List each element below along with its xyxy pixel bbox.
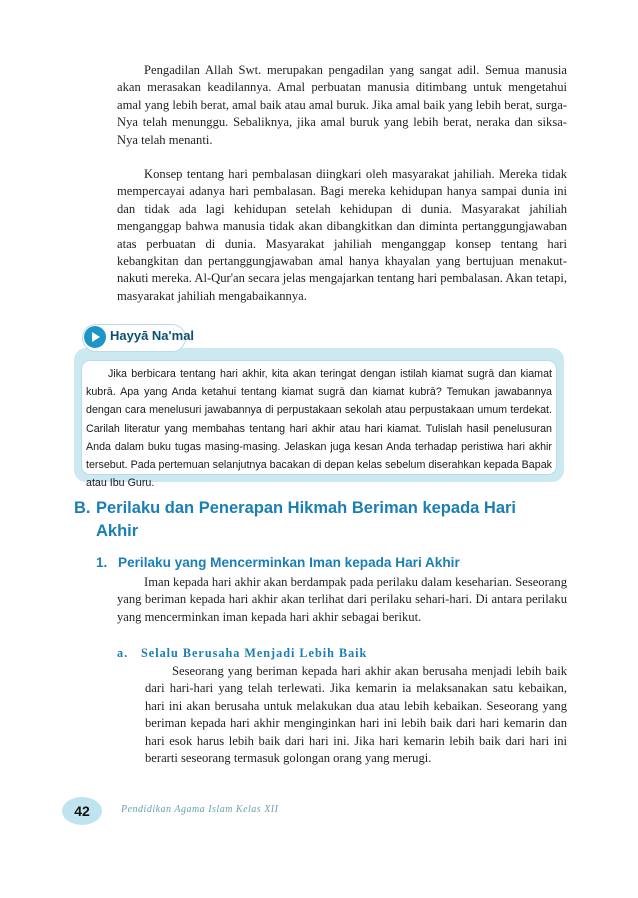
paragraph-hari-pembalasan: Konsep tentang hari pembalasan diingkari oleh masyarakat jahiliah. Mereka tidak mempercayai adanya hari pembalasan. Bagi mereka kehidupan hanya sampai dunia ini dan tidak ada lagi kehidupan setelah kehidupan di dunia. Masyarakat jahiliah menganggap bahwa manusia tidak akan dibangkitkan dan diminta pertanggungjawaban atas perbuatan di dunia. Masyarakat jahiliah menganggap konsep tentang hari kebangkitan dan pertanggungjawaban amal hanya khayalan yang bertujuan menakut-nakuti mereka. Al-Qur'an secara jelas mengajarkan tentang hari pembalasan. Akan tetapi, masyarakat jahiliah mengabaikannya. [117, 167, 567, 303]
page-number: 42 [62, 797, 102, 825]
paragraph-lebih-baik: Seseorang yang beriman kepada hari akhir akan berusaha menjadi lebih baik dari hari-hari yang telah terlewati. Jika kemarin ia melaksanakan satu kebaikan, hari ini akan berusaha untuk melakukan dua atau lebih kebaikan. Seseorang yang beriman kepada hari akhir menginginkan hari ini lebih baik dari hari kemarin dan hari esok harus lebih baik dari hari ini. Jika hari kemarin lebih baik dari hari ini berarti seseorang termasuk golongan orang yang merugi. [145, 664, 567, 766]
subsection-1-title: Perilaku yang Mencerminkan Iman kepada Hari Akhir [118, 555, 460, 570]
subsection-1-heading [96, 555, 460, 570]
activity-text: Jika berbicara tentang hari akhir, kita akan teringat dengan istilah kiamat sugrā dan kiamat kubrā. Apa yang Anda ketahui tentang kiamat sugrā dan kiamat kubrā? Temukan jawabannya dengan cara menelusuri jawabannya di perpustakaan sekolah atau perpustakaan umum terdekat. Carilah literatur yang membahas tentang hari akhir atau hari kiamat. Tulislah hasil penelusuran Anda dalam buku tugas masing-masing. Jelaskan juga kesan Anda terhadap peristiwa hari akhir tersebut. Pada pertemuan selanjutnya bacakan di depan kelas sebelum diserahkan kepada Bapak atau Ibu Guru. [86, 368, 552, 490]
book-title: Pendidikan Agama Islam Kelas XII [121, 804, 279, 815]
activity-title: Hayyā Na'mal [110, 328, 195, 343]
section-b-heading [74, 497, 574, 543]
activity-badge [82, 324, 195, 350]
play-icon [84, 326, 106, 348]
subsection-a-number: a. [117, 646, 129, 660]
section-b-title-line1: Perilaku dan Penerapan Hikmah Beriman kepada Hari [96, 499, 517, 517]
section-b-title-line2: Akhir [96, 522, 139, 540]
subsection-a-title: Selalu Berusaha Menjadi Lebih Baik [141, 646, 368, 660]
subsection-1-number: 1. [96, 555, 108, 570]
section-b-number: B. [74, 499, 91, 517]
paragraph-iman-hari-akhir: Iman kepada hari akhir akan berdampak pada perilaku dalam keseharian. Seseorang yang beriman kepada hari akhir akan terlihat dari perilaku sehari-hari. Di antara perilaku yang mencerminkan iman kepada hari akhir sebagai berikut. [117, 575, 567, 624]
paragraph-pengadilan: Pengadilan Allah Swt. merupakan pengadilan yang sangat adil. Semua manusia akan merasakan keadilannya. Amal perbuatan manusia ditimbang untuk mengetahui amal yang lebih berat, amal baik atau amal buruk. Jika amal baik yang lebih berat, surga-Nya telah menunggu. Sebaliknya, jika amal buruk yang lebih berat, neraka dan siksa-Nya telah menanti. [117, 63, 567, 147]
subsection-a-heading [117, 646, 367, 661]
